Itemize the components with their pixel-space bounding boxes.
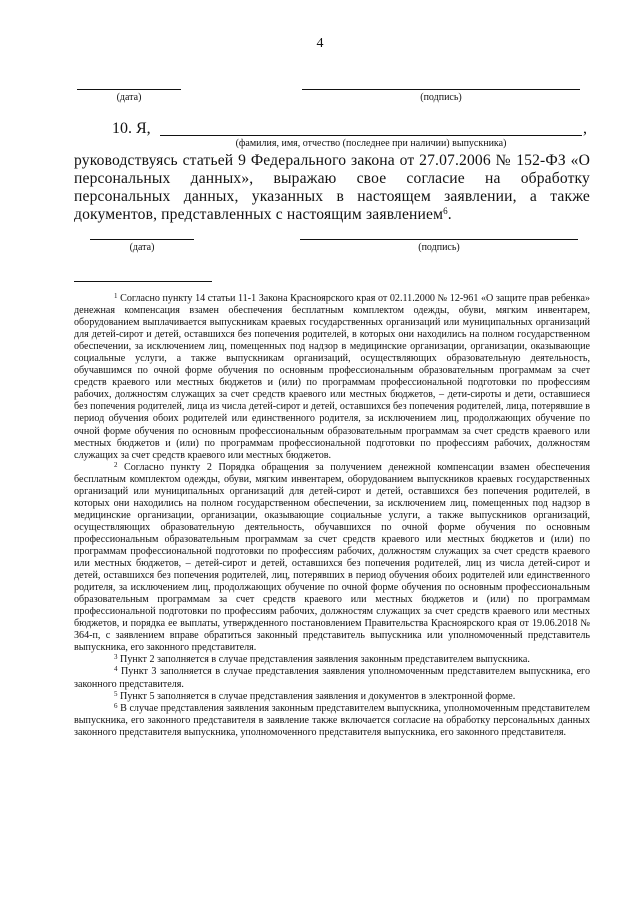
consent-text-block [74, 152, 590, 224]
date-caption: (дата) [116, 92, 142, 103]
footnote-2-number: 2 [114, 460, 118, 469]
footnote-4-number: 4 [114, 665, 118, 674]
footnote-5-number: 5 [114, 689, 118, 698]
footnote-ref-6: 6 [443, 206, 448, 216]
footnote-1 [74, 293, 590, 462]
date-line-2 [90, 239, 194, 240]
footnote-6-text: В случае представления заявления законным представителем выпускника, уполномоченным представителем выпускника, его законного представителя в заявление также включается согласие на обработку персональных данных законного представителя выпускника, уполномоченного представителя выпускника, его законного представителя. [74, 702, 590, 738]
consent-end: . [447, 206, 452, 223]
footnote-6-number: 6 [114, 701, 118, 710]
date-caption-2: (дата) [129, 242, 155, 253]
footnote-separator [74, 281, 212, 282]
consent-text: руководствуясь статьей 9 Федерального закона от 27.07.2006 № 152-ФЗ «О персональных данных», выражаю свое согласие на обработку персональных данных, указанных в настоящем заявлении, а также документов, представленных с настоящим заявлением [74, 152, 590, 223]
footnote-2 [74, 462, 590, 655]
item-10-label: 10. Я, [112, 120, 151, 137]
signature-caption: (подпись) [420, 92, 462, 103]
signature-line-2 [300, 239, 578, 240]
footnote-1-number: 1 [114, 292, 118, 300]
page-number: 4 [316, 36, 324, 51]
signature-caption-2: (подпись) [418, 242, 460, 253]
footnote-5 [74, 691, 590, 703]
footnote-5-text: Пункт 5 заполняется в случае представления заявления и документов в электронной форме. [120, 690, 516, 702]
footnote-3-text: Пункт 2 заполняется в случае представления заявления законным представителем выпускника. [120, 654, 530, 666]
footnote-3 [74, 654, 590, 666]
footnote-1-text: Согласно пункту 14 статьи 11-1 Закона Красноярского края от 02.11.2000 № 12-961 «О защите прав ребенка» денежная компенсация взамен обеспечения бесплатным комплектом одежды, обуви, мягким инвентарем, оборудованием выплачивается выпускникам краевых государственных организаций или муниципальных организаций для детей-сирот и детей, оставшихся без попечения родителей, в которых они находились на полном государственном обеспечении, за исключением лиц, помещенных под надзор в медицинские организации, организации, оказывающие социальные услуги, а также выпускникам организаций, осуществляющих образовательную деятельность, обучавшимся по очной форме обучения по основным профессиональным образовательным программам за счет средств краевого или местных бюджетов и (или) по программам профессиональной подготовки по профессиям рабочих, должностям служащих за счет средств краевого или местных бюджетов, – дети-сироты и дети, оставшиеся без попечения родителей, лица из числа детей-сирот и детей, оставшихся без попечения родителей, лица, потерявшие в период обучения обоих родителей или единственного родителя, за исключением лиц, продолжающих обучение по очной форме обучения по основным профессиональным образовательным программам за счет средств краевого или местных бюджетов и (или) по программам профессиональной подготовки по профессиям рабочих, должностям служащих за счет средств краевого или местных бюджетов. [74, 293, 590, 461]
signature-line [302, 89, 580, 90]
full-name-caption: (фамилия, имя, отчество (последнее при наличии) выпускника) [235, 138, 507, 149]
footnote-4 [74, 666, 590, 690]
full-name-line [160, 135, 582, 136]
date-line [77, 89, 181, 90]
footnotes [74, 293, 590, 739]
footnote-6 [74, 703, 590, 739]
footnote-3-number: 3 [114, 653, 118, 662]
footnote-4-text: Пункт 3 заполняется в случае представления заявления уполномоченным представителем выпускника, его законного представителя. [74, 666, 590, 690]
name-line-comma: , [583, 120, 587, 137]
footnote-2-text: Согласно пункту 2 Порядка обращения за получением денежной компенсации взамен обеспечения бесплатным комплектом одежды, обуви, мягким инвентарем, оборудованием выпускников краевых государственных организаций или муниципальных организаций для детей-сирот и детей, оставшихся без попечения родителей, в которых они находились на полном государственном обеспечении, за исключением лиц, помещенных под надзор в медицинские организации, организации, оказывающие социальные услуги, а также выпускников организаций, осуществляющих образовательную деятельность, обучавшихся по очной форме обучения по основным профессиональным образовательным программам за счет средств краевого или местных бюджетов и (или) по программам профессиональной подготовки по профессиям рабочих, должностям служащих за счет средств краевого или местных бюджетов, – детей-сирот и детей, оставшихся без попечения родителей, лиц из числа детей-сирот и детей, оставшихся без попечения родителей, лиц, потерявших в период обучения обоих родителей или единственного родителя, за исключением лиц, продолжающих обучение по очной форме обучения по основным профессиональным образовательным программам за счет средств краевого или местных бюджетов и (или) по программам профессиональной подготовки по профессиям рабочих, должностям служащих за счет средств краевого или местных бюджетов, и порядка ее выплаты, утвержденного постановлением Правительства Красноярского края от 19.06.2018 № 364-п, с заявлением вправе обратиться законный представитель выпускника или уполномоченный представитель выпускника, его законного представителя. [74, 461, 590, 654]
